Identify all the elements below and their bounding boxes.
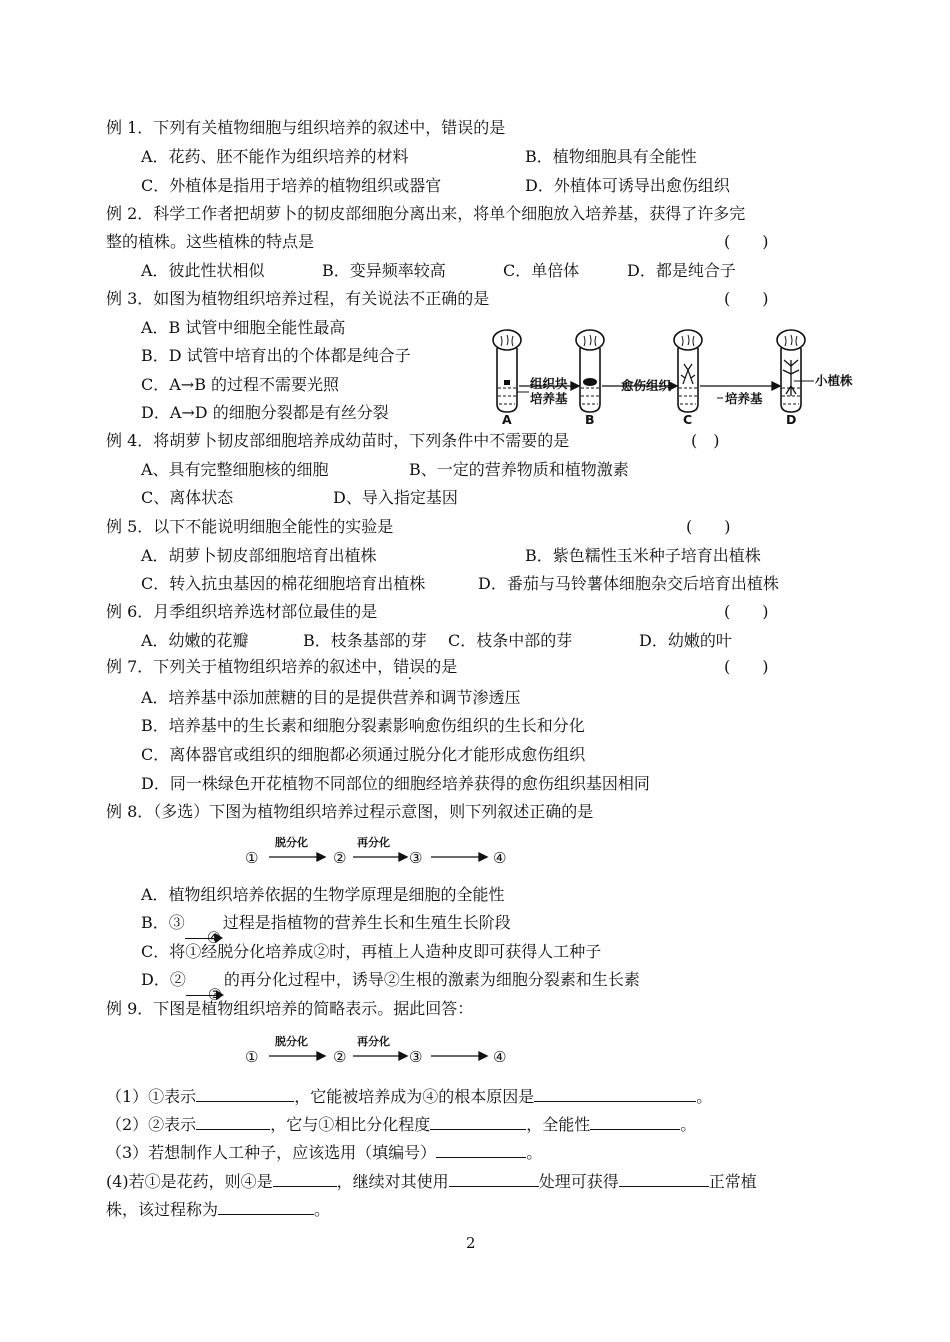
q9-sub2-text-a: （2）②表示: [106, 1115, 197, 1134]
q9-stem: 例 9．下图是植物组织培养的简略表示。据此回答：: [106, 999, 474, 1018]
q9-sub1-text-c: 。: [696, 1087, 713, 1106]
q9-sub2-text-c: ，全能性: [526, 1115, 591, 1134]
q3-answer-paren: ( ): [724, 289, 769, 308]
q1-stem: 例 1．下列有关植物细胞与组织培养的叙述中，错误的是: [106, 118, 506, 137]
q6-stem: 例 6．月季组织培养选材部位最佳的是: [106, 602, 378, 621]
q8-arrow2-label: 再分化: [357, 836, 390, 849]
q6-option-a: A．幼嫩的花瓣: [141, 631, 249, 650]
q9-sub4-text-b: ，继续对其使用: [336, 1172, 449, 1191]
q7-answer-paren: ( ): [724, 657, 769, 676]
q9-sub5: [106, 1198, 330, 1220]
q7-option-d: D．同一株绿色开花植物不同部位的细胞经培养获得的愈伤组织基因相同: [141, 774, 650, 793]
label-plantlet: 小植株: [815, 373, 853, 388]
q9-node-2: ②: [333, 1048, 347, 1066]
label-tissue-block: 组织块: [530, 376, 568, 391]
q9-sub3: [106, 1141, 542, 1163]
page-number: 2: [466, 1234, 476, 1252]
q8-node-2: ②: [333, 849, 347, 867]
q9-arrow1-label: 脱分化: [275, 1035, 308, 1048]
q7-stem-post: 的是: [425, 657, 458, 676]
q4-option-b: B、一定的营养物质和植物激素: [409, 460, 629, 479]
q4-option-d: D、导入指定基因: [333, 488, 458, 507]
q9-sub1-text-a: （1）①表示: [106, 1087, 197, 1106]
q7-option-a: A．培养基中添加蔗糖的目的是提供营养和调节渗透压: [141, 688, 521, 707]
q4-answer-paren: ( ): [691, 431, 720, 450]
q9-blank-9[interactable]: [619, 1170, 709, 1187]
q9-blank-10[interactable]: [218, 1198, 314, 1215]
label-callus: 愈伤组织: [621, 378, 672, 393]
tissue-culture-tubes-figure: [485, 326, 870, 428]
q2-stem-line1: 例 2．科学工作者把胡萝卜的韧皮部细胞分离出来，将单个细胞放入培养基，获得了许多完: [106, 204, 746, 223]
q9-node-1: ①: [245, 1048, 259, 1066]
q2-answer-paren: ( ): [724, 232, 769, 251]
label-tube-b: B: [585, 412, 595, 427]
q9-arrow2-label: 再分化: [357, 1035, 390, 1048]
label-tube-d: D: [786, 412, 797, 427]
q8-arrow1-label: 脱分化: [275, 836, 308, 849]
q2-stem-line2: 整的植株。这些植株的特点是: [106, 232, 315, 251]
q5-stem: 例 5．以下不能说明细胞全能性的实验是: [106, 517, 394, 536]
q8-d-pre: D．②: [141, 970, 186, 989]
q9-node-4: ④: [493, 1048, 507, 1066]
q8-d-post: 的再分化过程中，诱导②生根的激素为细胞分裂素和生长素: [223, 970, 640, 989]
label-medium-a: 培养基: [530, 391, 568, 406]
q8-node-3: ③: [409, 849, 423, 867]
q7-option-c: C．离体器官或组织的细胞都必须通过脱分化才能形成愈伤组织: [141, 745, 586, 764]
q3-option-b: B．D 试管中培育出的个体都是纯合子: [141, 346, 411, 365]
q2-option-a: A．彼此性状相似: [141, 261, 265, 280]
q4-stem: 例 4．将胡萝卜韧皮部细胞培养成幼苗时，下列条件中不需要的是: [106, 431, 570, 450]
q3-stem: 例 3．如图为植物组织培养过程，有关说法不正确的是: [106, 289, 490, 308]
q9-blank-5[interactable]: [590, 1113, 680, 1130]
q9-blank-7[interactable]: [273, 1170, 337, 1187]
q8-node-1: ①: [245, 849, 259, 867]
q5-answer-paren: ( ): [686, 517, 731, 536]
label-tube-c: C: [683, 412, 693, 427]
q9-sub2-text-b: ，它与①相比分化程度: [270, 1115, 431, 1134]
q7-stem-emphasis: 错误: [393, 657, 426, 676]
q9-sub4-text-c: 处理可获得: [538, 1172, 619, 1191]
q5-option-a: A．胡萝卜韧皮部细胞培育出植株: [141, 546, 377, 565]
q8-b-mid: ④: [206, 928, 222, 947]
q5-option-b: B．紫色糯性玉米种子培育出植株: [525, 546, 761, 565]
q9-blank-2[interactable]: [534, 1085, 696, 1102]
q9-sub3-text-b: 。: [526, 1143, 543, 1162]
q9-sub4-text-a: (4)若①是花药，则④是: [106, 1172, 273, 1191]
q9-sub3-text-a: （3）若想制作人工种子，应该选用（填编号）: [106, 1143, 437, 1162]
q8-option-b: [141, 913, 511, 947]
q3-option-d: D．A→D 的细胞分裂都是有丝分裂: [141, 403, 389, 422]
q8-flow-diagram: [245, 834, 515, 868]
label-tube-a: A: [502, 412, 512, 427]
q1-option-d: D．外植体可诱导出愈伤组织: [525, 176, 730, 195]
q7-stem: [106, 657, 457, 677]
q8-d-mid: ③: [207, 985, 223, 1004]
q9-sub5-text-b: 。: [314, 1200, 331, 1219]
q3-option-a: A．B 试管中细胞全能性最高: [141, 318, 346, 337]
q9-sub4-text-d: 正常植: [708, 1172, 757, 1191]
q2-option-c: C．单倍体: [503, 261, 580, 280]
q8-b-post: 过程是指植物的营养生长和生殖生长阶段: [222, 913, 511, 932]
q4-option-a: A、具有完整细胞核的细胞: [141, 460, 329, 479]
q1-option-a: A．花药、胚不能作为组织培养的材料: [141, 147, 409, 166]
q9-sub1: [106, 1085, 712, 1107]
q3-option-c: C．A→B 的过程不需要光照: [141, 375, 340, 394]
q9-sub5-text-a: 株，该过程称为: [106, 1200, 219, 1219]
q8-b-pre: B．③: [141, 913, 185, 932]
q9-blank-1[interactable]: [196, 1085, 294, 1102]
q9-sub2: [106, 1113, 696, 1135]
q5-option-d: D．番茄与马铃薯体细胞杂交后培育出植株: [478, 574, 779, 593]
q1-option-b: B．植物细胞具有全能性: [525, 147, 697, 166]
q2-option-d: D．都是纯合子: [627, 261, 736, 280]
q6-option-b: B．枝条基部的芽: [303, 631, 427, 650]
q8-option-d: [141, 970, 640, 1004]
q9-sub4: [106, 1170, 757, 1192]
q9-sub2-text-d: 。: [680, 1115, 697, 1134]
q8-option-c: C．将①经脱分化培养成②时，再植上人造种皮即可获得人工种子: [141, 942, 602, 961]
label-medium-c: 培养基: [725, 391, 763, 406]
q9-blank-3[interactable]: [196, 1113, 270, 1130]
q8-option-a: A．植物组织培养依据的生物学原理是细胞的全能性: [141, 885, 505, 904]
q8-node-4: ④: [493, 849, 507, 867]
q4-option-c: C、离体状态: [141, 488, 234, 507]
q9-node-3: ③: [409, 1048, 423, 1066]
q6-option-c: C．枝条中部的芽: [448, 631, 573, 650]
q1-option-c: C．外植体是指用于培养的植物组织或器官: [141, 176, 442, 195]
q9-blank-8[interactable]: [449, 1170, 539, 1187]
q9-sub1-text-b: ，它能被培养成为④的根本原因是: [294, 1087, 535, 1106]
q9-blank-6[interactable]: [436, 1141, 526, 1158]
q6-answer-paren: ( ): [724, 602, 769, 621]
q6-option-d: D．幼嫩的叶: [639, 631, 732, 650]
q7-option-b: B．培养基中的生长素和细胞分裂素影响愈伤组织的生长和分化: [141, 716, 585, 735]
q5-option-c: C．转入抗虫基因的棉花细胞培育出植株: [141, 574, 426, 593]
q7-stem-pre: 例 7．下列关于植物组织培养的叙述中，: [106, 657, 394, 676]
q9-flow-diagram: [245, 1033, 515, 1067]
q8-stem: 例 8．（多选）下图为植物组织培养过程示意图，则下列叙述正确的是: [106, 802, 594, 821]
q9-blank-4[interactable]: [430, 1113, 526, 1130]
q2-option-b: B．变异频率较高: [322, 261, 446, 280]
